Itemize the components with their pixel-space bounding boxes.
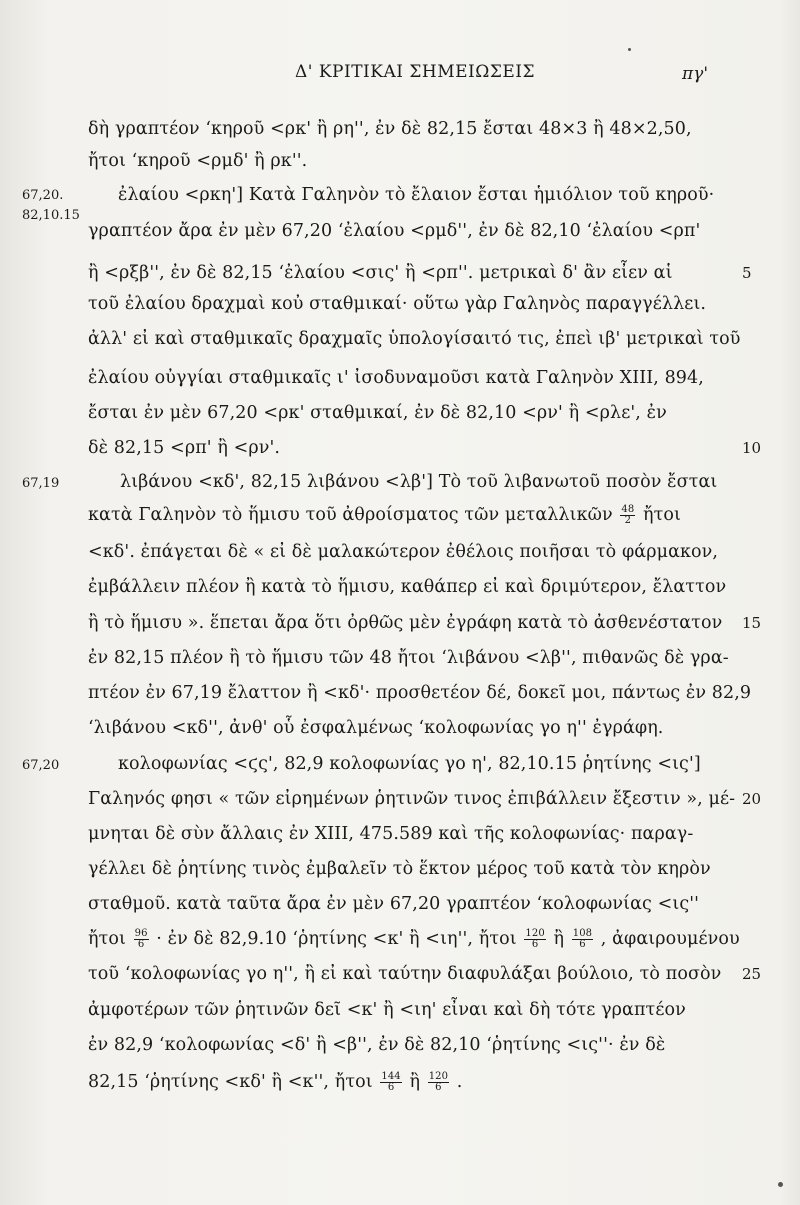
fraction: [428, 1072, 449, 1093]
text-line: δὴ γραπτέον ʻκηροῦ <ρκ' ἢ ρη'', ἐν δὲ 82,15 ἔσται 48×3 ἢ 48×2,50,: [88, 119, 692, 139]
fraction-denominator: 6: [387, 1082, 395, 1093]
margin-ref: 67,20: [22, 758, 60, 773]
text-line: ἐμβάλλειν πλέον ἢ κατὰ τὸ ἥμισυ, καθάπερ εἰ καὶ δριμύτερον, ἔλαττον: [88, 577, 727, 597]
text-line: ἔσται ἐν μὲν 67,20 <ρκ' σταθμικαί, ἐν δὲ 82,10 <ρν' ἢ <ρλε', ἐν: [88, 403, 667, 423]
line-number: 15: [742, 614, 762, 632]
fraction-denominator: 6: [531, 939, 539, 950]
fraction-denominator: 2: [624, 515, 632, 526]
text-line: τοῦ ʻκολοφωνίας γο η'', ἢ εἰ καὶ ταύτην διαφυλάξαι βούλοιο, τὸ ποσὸν: [88, 964, 722, 984]
text-line: δὲ 82,15 <ρπ' ἢ <ρν'.: [88, 438, 281, 458]
fraction-denominator: 6: [579, 939, 586, 950]
text-line: τοῦ ἐλαίου δραχμαὶ κοὐ σταθμικαί· οὕτω γὰρ Γαληνὸς παραγγέλλει.: [88, 294, 707, 314]
text-line: κολοφωνίας <ϛς', 82,9 κολοφωνίας γο η', 82,10.15 ῥητίνης <ις']: [118, 754, 701, 774]
text-segment: ἢ: [553, 929, 565, 949]
fraction: [572, 929, 593, 950]
text-line: γραπτέον ἄρα ἐν μὲν 67,20 ʻἐλαίου <ρμδ'', ἐν δὲ 82,10 ʻἐλαίου <ρπ': [88, 221, 701, 241]
margin-ref: 67,20.: [22, 188, 64, 203]
margin-ref: 82,10.15: [22, 208, 80, 223]
line-number: 10: [742, 439, 762, 457]
text-line: ἢ <ρξβ'', ἐν δὲ 82,15 ʻἐλαίου <σις' ἢ <ρπ''. μετρικαὶ δ' ἂν εἶεν αἱ: [88, 263, 673, 283]
fraction-numerator: 96: [134, 928, 148, 939]
text-line: ἐλαίου οὐγγίαι σταθμικαῖς ι' ἰσοδυναμοῦσι κατὰ Γαληνὸν XIII, 894,: [88, 368, 704, 388]
text-line: γέλλει δὲ ῥητίνης τινὸς ἐμβαλεῖν τὸ ἕκτον μέρος τοῦ κατὰ τὸν κηρὸν: [88, 859, 711, 879]
page-number: πγ': [681, 64, 708, 84]
running-header: [0, 62, 800, 92]
line-number: 25: [742, 965, 762, 983]
fraction-numerator: 120: [428, 1071, 449, 1082]
page-title: Δ' ΚΡΙΤΙΚΑΙ ΣΗΜΕΙΩΣΕΙΣ: [295, 62, 535, 82]
fraction: [620, 505, 635, 526]
text-line: σταθμοῦ. κατὰ ταῦτα ἄρα ἐν μὲν 67,20 γραπτέον ʻκολοφωνίας <ις'': [88, 894, 700, 914]
scan-speck: [628, 48, 631, 51]
text-line: ἢ τὸ ἥμισυ ». ἕπεται ἄρα ὅτι ὀρθῶς μὲν ἐγράφη κατὰ τὸ ἀσθενέστατον: [88, 613, 723, 633]
text-line: [88, 928, 740, 950]
line-number: 20: [742, 790, 762, 808]
line-number: 5: [742, 264, 752, 282]
fraction: [524, 929, 545, 950]
text-segment: .: [456, 1072, 463, 1092]
fraction-numerator: 120: [525, 928, 545, 939]
text-segment: ἢ: [409, 1072, 421, 1092]
fraction-numerator: 48: [621, 504, 635, 515]
text-segment: · ἐν δὲ 82,9.10 ʻῥητίνης <κ' ἢ <ιη'', ἤτοι: [156, 929, 517, 949]
scan-speck: [778, 1182, 783, 1187]
text-segment: ἤτοι: [88, 929, 126, 949]
text-line: <κδ'. ἐπάγεται δὲ « εἰ δὲ μαλακώτερον ἐθέλοις ποιῆσαι τὸ φάρμακον,: [88, 542, 719, 562]
text-line: ἀμφοτέρων τῶν ῥητινῶν δεῖ <κ' ἢ <ιη' εἶναι καὶ δὴ τότε γραπτέον: [88, 1000, 686, 1020]
fraction-denominator: 6: [137, 939, 145, 950]
fraction-numerator: 144: [381, 1071, 401, 1082]
text-line: ἐν 82,9 ʻκολοφωνίας <δ' ἢ <β'', ἐν δὲ 82,10 ʻῥητίνης <ις''· ἐν δὲ: [88, 1035, 666, 1055]
margin-ref: 67,19: [22, 476, 60, 491]
text-line: ἀλλ' εἰ καὶ σταθμικαῖς δραχμαῖς ὑπολογίσαιτό τις, ἐπεὶ ιβ' μετρικαὶ τοῦ: [88, 329, 741, 349]
text-line: ἤτοι ʻκηροῦ <ρμδ' ἢ ρκ''.: [88, 151, 308, 171]
fraction: [380, 1072, 401, 1093]
fraction: [134, 929, 149, 950]
text-line: ἐλαίου <ρκη'] Κατὰ Γαληνὸν τὸ ἔλαιον ἔσται ἡμιόλιον τοῦ κηροῦ·: [118, 185, 715, 205]
fraction-numerator: 108: [572, 928, 593, 939]
text-line: ἐν 82,15 πλέον ἢ τὸ ἥμισυ τῶν 48 ἤτοι ʻλιβάνου <λβ'', πιθανῶς δὲ γρα-: [88, 648, 729, 668]
text-line: πτέον ἐν 67,19 ἔλαττον ἢ <κδ'· προσθετέον δέ, δοκεῖ μοι, πάντως ἐν 82,9: [88, 683, 752, 703]
text-segment: ἤτοι: [643, 505, 681, 525]
text-line: μνηται δὲ σὺν ἄλλαις ἐν XIII, 475.589 καὶ τῆς κολοφωνίας· παραγ-: [88, 824, 694, 844]
text-segment: 82,15 ʻῥητίνης <κδ' ἢ <κ'', ἤτοι: [88, 1072, 373, 1092]
text-segment: κατὰ Γαληνὸν τὸ ἥμισυ τοῦ ἀθροίσματος τῶν μεταλλικῶν: [88, 505, 613, 525]
text-line: λιβάνου <κδ', 82,15 λιβάνου <λβ'] Τὸ τοῦ λιβανωτοῦ ποσὸν ἔσται: [120, 472, 718, 492]
text-line: ʻλιβάνου <κδ'', ἀνθ' οὗ ἐσφαλμένως ʻκολοφωνίας γο η'' ἐγράφη.: [88, 718, 664, 738]
text-line: [88, 1071, 462, 1093]
text-line: Γαληνός φησι « τῶν εἰρημένων ῥητινῶν τινος ἐπιβάλλειν ἔξεστιν », μέ-: [88, 789, 736, 809]
text-segment: , ἀφαιρουμένου: [600, 929, 740, 949]
fraction-denominator: 6: [435, 1082, 442, 1093]
text-line: [88, 504, 681, 526]
